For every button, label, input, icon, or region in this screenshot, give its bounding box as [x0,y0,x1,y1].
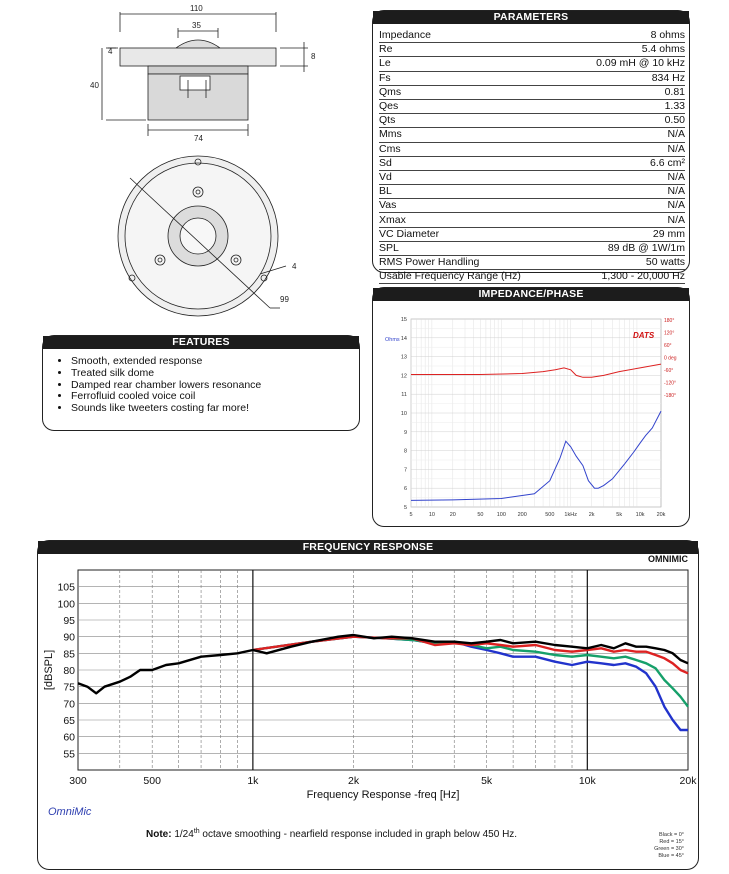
y-tick-label: 12 [400,373,407,380]
parameter-label: Qts [379,114,567,128]
x-tick-label: 20k [679,775,697,787]
note-part-a: 1/24 [171,829,194,840]
parameter-row [379,57,685,71]
impedance-phase-title: IMPEDANCE/PHASE [373,288,689,301]
parameter-label: Qes [379,99,567,113]
omnimic-label: OmniMic [48,806,92,818]
y-tick-label: 55 [63,748,75,761]
note-text [146,828,517,840]
dim-74: 74 [194,134,203,143]
dimension-drawing [80,2,320,312]
parameters-title: PARAMETERS [373,11,689,24]
y-tick-label: 95 [63,615,75,627]
note-part-b: octave smoothing - nearfield response included in graph below 450 Hz. [199,829,518,840]
parameter-label: Usable Frequency Range (Hz) [379,270,567,284]
impedance-chart [373,301,689,526]
legend-entry: Red = 15° [659,839,684,845]
parameter-row [379,270,685,284]
phase-tick-label: -120° [664,380,677,387]
x-tick-label: 200 [517,512,527,518]
parameter-label: RMS Power Handling [379,256,567,270]
legend-entry: Black = 0° [659,832,684,838]
y-tick-label: 65 [63,715,75,727]
parameter-row [379,170,685,184]
y-tick-label: 5 [403,505,407,511]
features-panel [42,335,360,431]
parameters-panel [372,10,690,283]
parameter-row [379,85,685,99]
parameter-row [379,71,685,85]
omnimic-logo: OMNIMIC [648,554,688,564]
parameter-label: Le [379,57,567,71]
y-tick-label: 105 [57,581,75,594]
x-tick-label: 20k [656,512,666,518]
parameter-row [379,256,685,270]
phase-tick-label: -180° [664,393,677,399]
parameter-row [379,114,685,128]
y-tick-label: 60 [63,731,75,744]
phase-tick-label: 0 deg [664,355,677,362]
parameter-label: Vd [379,170,567,184]
dim-110: 110 [190,4,203,13]
parameter-label: Xmax [379,213,567,227]
parameter-value: 8 ohms [567,29,685,43]
x-tick-label: 50 [477,512,484,518]
dim-99: 99 [280,295,289,304]
x-tick-label: 10 [428,512,435,518]
parameter-value: 6.6 cm² [567,156,685,170]
x-tick-label: 1k [247,775,259,787]
y-tick-label: 10 [400,411,407,417]
parameter-value: 1,300 - 20,000 Hz [567,270,685,284]
x-tick-label: 2k [588,512,595,518]
feature-item: • Ferrofluid cooled voice coil [71,391,359,403]
note-sup: th [193,828,200,835]
x-tick-label: 2k [348,775,360,787]
y-axis-label: [dBSPL] [43,649,55,691]
dats-logo: DATS [633,331,655,340]
parameter-label: Cms [379,142,567,156]
x-tick-label: 5k [481,775,493,787]
parameter-value: 834 Hz [567,71,685,85]
parameter-label: Impedance [379,29,567,43]
y-tick-label: 15 [400,317,407,323]
features-title: FEATURES [43,336,359,349]
parameter-value: N/A [567,128,685,142]
dim-35: 35 [192,21,201,30]
parameter-value: 50 watts [567,256,685,270]
parameter-row [379,43,685,57]
parameter-value: 29 mm [567,227,685,241]
parameter-label: VC Diameter [379,227,567,241]
phase-tick-label: 120° [664,330,675,337]
parameter-row [379,99,685,113]
x-tick-label: 5k [616,512,623,518]
parameter-label: BL [379,185,567,199]
dim-4-side: 4 [292,262,297,271]
parameter-row [379,29,685,43]
parameter-value: 0.09 mH @ 10 kHz [567,57,685,71]
note-label: Note: [146,829,172,840]
parameter-value: 0.81 [567,85,685,99]
feature-item: • Damped rear chamber lowers resonance [71,380,359,392]
frequency-response-title: FREQUENCY RESPONSE [38,541,698,554]
y-tick-label: 80 [63,665,75,677]
dim-40: 40 [90,81,99,90]
x-tick-label: 500 [143,775,161,787]
y-tick-label: 70 [63,698,75,711]
parameter-row [379,199,685,213]
parameter-row [379,142,685,156]
y-tick-label: 11 [401,392,407,399]
parameter-row [379,156,685,170]
y-tick-label: 75 [63,681,75,694]
parameter-label: Mms [379,128,567,142]
parameter-row [379,241,685,255]
phase-tick-label: 60° [664,343,672,349]
y-tick-label: 9 [403,429,407,436]
y-tick-label: 90 [63,631,75,644]
parameter-value: N/A [567,185,685,199]
x-tick-label: 100 [496,512,506,518]
phase-tick-label: -60° [664,368,674,374]
parameter-label: SPL [379,241,567,255]
y-tick-label: 7 [403,467,407,474]
phase-tick-label: 180° [664,318,675,324]
parameter-row [379,128,685,142]
parameter-value: N/A [567,213,685,227]
y-tick-label: 85 [63,648,75,661]
parameter-label: Vas [379,199,567,213]
x-tick-label: 20 [449,512,456,518]
x-tick-label: 10k [578,775,596,787]
y-tick-label: 100 [57,598,75,611]
feature-item: • Treated silk dome [71,368,359,380]
parameter-row [379,213,685,227]
parameter-row [379,185,685,199]
parameter-value: 89 dB @ 1W/1m [567,241,685,255]
dim-8: 8 [311,52,316,61]
impedance-phase-panel [372,287,690,527]
x-tick-label: 5 [409,512,413,518]
parameter-label: Re [379,43,567,57]
parameter-value: 0.50 [567,114,685,128]
frequency-response-chart [38,554,698,869]
parameters-table [379,29,685,284]
frequency-response-panel [37,540,699,870]
parameter-label: Qms [379,85,567,99]
parameter-label: Sd [379,156,567,170]
features-list [43,356,359,415]
x-tick-label: 10k [635,512,645,518]
x-tick-label: 500 [545,512,555,518]
x-tick-label: 1kHz [564,512,577,518]
feature-item: • Smooth, extended response [71,356,359,368]
y-tick-label: 6 [403,486,407,493]
x-tick-label: 300 [69,775,87,787]
parameter-value: 5.4 ohms [567,43,685,57]
dim-4-top: 4 [108,47,113,56]
legend-entry: Green = 30° [654,846,684,852]
legend-entry: Blue = 45° [658,853,684,859]
parameter-value: N/A [567,170,685,184]
y-tick-label: 8 [403,448,407,455]
parameter-value: N/A [567,142,685,156]
parameter-row [379,227,685,241]
parameter-value: N/A [567,199,685,213]
ohms-label: Ohms [385,337,400,343]
y-tick-label: 14 [400,335,407,342]
x-axis-label: Frequency Response -freq [Hz] [306,789,460,801]
y-tick-label: 13 [400,354,407,361]
parameter-label: Fs [379,71,567,85]
feature-item: • Sounds like tweeters costing far more! [71,403,359,415]
parameter-value: 1.33 [567,99,685,113]
